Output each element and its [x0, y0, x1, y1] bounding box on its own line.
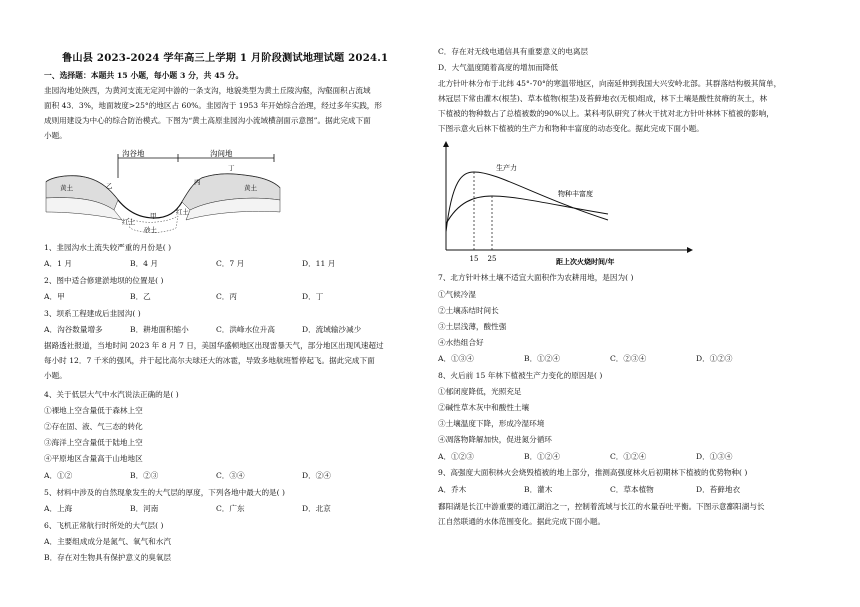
passage3-line: 下植被的物种数占了总植被数的90%以上。某科考队研究了林火干扰对北方针叶林林下植被的影响，: [438, 109, 774, 118]
passage2-line: 小题。: [44, 371, 67, 380]
q5-option-d[interactable]: D．北京: [302, 504, 331, 513]
label-bing: 丙: [194, 178, 201, 186]
q4-statement-3: ③海洋上空含量低于陆地上空: [44, 438, 143, 447]
q3-option-b[interactable]: B．耕地面积缩小: [130, 325, 189, 334]
passage2-line: 每小时 12．7 千米的强风，并于起比高尔夫球还大的冰雹，导致多地航班暂停起飞。据此完成下面: [44, 356, 375, 365]
q4-option-d[interactable]: D．②④: [302, 471, 331, 480]
q8-option-c[interactable]: C．①②④: [610, 452, 647, 461]
passage4-line: 江自然联通的水体范围变化。据此完成下面小题。: [438, 517, 606, 526]
q7-statement-4: ④水热组合好: [438, 338, 484, 347]
q8-option-d[interactable]: D．①③④: [696, 452, 733, 461]
passage1-line: 小题。: [44, 131, 67, 140]
label-sandy: 砂土: [144, 226, 157, 234]
passage2-line: 据路透社报道，当地时间 2023 年 8 月 7 日，美国华盛顿地区出现雷暴天气，部分地区出现风速超过: [44, 341, 384, 350]
label-yi: 乙: [106, 182, 113, 190]
q5-option-c[interactable]: C．广东: [216, 504, 245, 513]
q6-stem: 6、飞机正常航行时所处的大气层( ): [44, 521, 164, 530]
productivity-curve: [446, 172, 608, 232]
q8-option-a[interactable]: A．①②③: [438, 452, 474, 461]
q3-option-d[interactable]: D．流域输沙减少: [302, 325, 362, 334]
q2-stem: 2、图中适合修建淤地坝的位置是( ): [44, 276, 164, 285]
q6-option-d[interactable]: D．大气温度随着高度的增加而降低: [438, 63, 558, 72]
q6-option-c[interactable]: C．存在对无线电通信具有重要意义的电离层: [438, 47, 589, 56]
label-jia: 甲: [150, 212, 157, 220]
loess-cross-section-figure: [44, 148, 282, 236]
legend-richness: 物种丰富度: [558, 190, 593, 198]
q5-option-b[interactable]: B．河南: [130, 504, 159, 513]
fire-recovery-chart: [438, 140, 700, 268]
q1-option-d[interactable]: D．11 月: [302, 259, 336, 268]
label-loess-left: 黄土: [60, 184, 73, 192]
passage3-line: 下图示意火后林下植被的生产力和物种丰富度的动态变化。据此完成下面小题。: [438, 124, 704, 133]
q7-statement-1: ①气候冷湿: [438, 290, 476, 299]
passage1-line: 成则用建设为中心的综合防治模式。下图为“黄土高原韭园沟小流域横剖面示意图”。据此完成下面: [44, 116, 371, 125]
q3-stem: 3、坝系工程建成后韭园沟( ): [44, 309, 141, 318]
label-interfluve: 沟间地: [210, 149, 233, 158]
legend-productivity: 生产力: [496, 164, 517, 172]
section-heading: 一、选择题：本题共 15 小题，每小题 3 分，共 45 分。: [44, 71, 244, 80]
species-richness-curve: [446, 196, 608, 224]
q1-stem: 1、韭园沟水土流失较严重的月份是( ): [44, 243, 172, 252]
passage3-line: 北方针叶林分布于北纬 45°-70°的寒温带地区，向南延伸到我国大兴安岭北部。其群落结构极其简单，: [438, 79, 782, 88]
q1-option-a[interactable]: A．1 月: [44, 259, 72, 268]
q1-option-b[interactable]: B．4 月: [130, 259, 159, 268]
q1-option-c[interactable]: C．7 月: [216, 259, 245, 268]
x-tick-25: 25: [487, 255, 497, 263]
q9-option-a[interactable]: A．乔木: [438, 485, 467, 494]
q7-option-d[interactable]: D．①②③: [696, 354, 733, 363]
q8-option-b[interactable]: B．①②④: [524, 452, 560, 461]
q5-stem: 5、材料中涉及的自然现象发生的大气层的厚度，下列各地中最大的是( ): [44, 488, 285, 497]
passage4-line: 鄱阳湖是长江中游重要的通江湖泊之一，控制着流域与长江的水量吞吐平衡。下图示意鄱阳湖与长: [438, 502, 765, 511]
label-redclay-right: 红土: [176, 208, 189, 216]
q4-stem: 4、关于低层大气中水汽说法正确的是( ): [44, 390, 179, 399]
q9-stem: 9、高强度大面积林火会烧毁植被的地上部分，推测高强度林火后初期林下植被的优势物种( ): [438, 468, 748, 477]
q4-option-c[interactable]: C．③④: [216, 471, 245, 480]
q6-option-b[interactable]: B．存在对生物具有保护意义的臭氧层: [44, 553, 172, 562]
passage1-line: 韭园沟地处陕西，为黄河支流无定河中游的一条支沟，地貌类型为黄土丘陵沟壑，沟壑面积占流域: [44, 86, 371, 95]
q8-statement-1: ①郁闭度降低，光照充足: [438, 387, 522, 396]
q3-option-c[interactable]: C．洪峰水位升高: [216, 325, 275, 334]
passage1-line: 面积 43．3%，地面坡度>25°的地区占 60%。韭园沟于 1953 年开始综合治理，经过多年实践，形: [44, 101, 382, 110]
x-tick-15: 15: [469, 255, 479, 263]
q6-option-a[interactable]: A．主要组成成分是氮气、氧气和水汽: [44, 537, 171, 546]
q4-option-a[interactable]: A．①②: [44, 471, 73, 480]
q7-statement-2: ②土壤冻结时间长: [438, 306, 499, 315]
q7-option-a[interactable]: A．①③④: [438, 354, 474, 363]
label-redclay-left: 红土: [122, 218, 135, 226]
q4-statement-1: ①裸地上空含量低于森林上空: [44, 406, 143, 415]
q9-option-c[interactable]: C．草本植物: [610, 485, 654, 494]
q4-option-b[interactable]: B．②③: [130, 471, 159, 480]
q8-statement-4: ④凋落物降解加快，促进氮分循环: [438, 435, 552, 444]
q8-statement-3: ③土壤温度下降，形成冷湿环境: [438, 419, 545, 428]
q9-option-b[interactable]: B．灌木: [524, 485, 553, 494]
q4-statement-2: ②存在固、液、气三态的转化: [44, 422, 143, 431]
label-ding: 丁: [228, 164, 235, 172]
q2-option-c[interactable]: C．丙: [216, 292, 237, 301]
passage3-line: 林冠层下常由灌木(根茎)、草本植物(根茎)及苔藓地衣(无根)组成，林下土壤是酸性贫瘠的灰土，林: [438, 94, 768, 103]
q7-statement-3: ③土层浅薄，酸性强: [438, 322, 507, 331]
x-axis-label: 距上次火烧时间/年: [556, 257, 615, 266]
q2-option-a[interactable]: A．甲: [44, 292, 65, 301]
q7-option-b[interactable]: B．①②④: [524, 354, 560, 363]
q2-option-b[interactable]: B．乙: [130, 292, 151, 301]
page-title: 鲁山县 2023-2024 学年高三上学期 1 月阶段测试地理试题 2024.1: [62, 52, 389, 64]
q2-option-d[interactable]: D．丁: [302, 292, 324, 301]
q9-option-d[interactable]: D．苔藓地衣: [696, 485, 741, 494]
q4-statement-4: ④平原地区含量高于山地地区: [44, 454, 143, 463]
q8-stem: 8、火后前 15 年林下植被生产力变化的原因是( ): [438, 371, 603, 380]
q3-option-a[interactable]: A．沟谷数量增多: [44, 325, 103, 334]
q5-option-a[interactable]: A．上海: [44, 504, 73, 513]
q7-stem: 7、北方针叶林土壤不适宜大面积作为农耕用地，是因为( ): [438, 273, 634, 282]
label-valley: 沟谷地: [122, 149, 145, 158]
q7-option-c[interactable]: C．②③④: [610, 354, 647, 363]
q8-statement-2: ②碱性草木灰中和酸性土壤: [438, 403, 530, 412]
label-loess-right: 黄土: [244, 184, 257, 192]
